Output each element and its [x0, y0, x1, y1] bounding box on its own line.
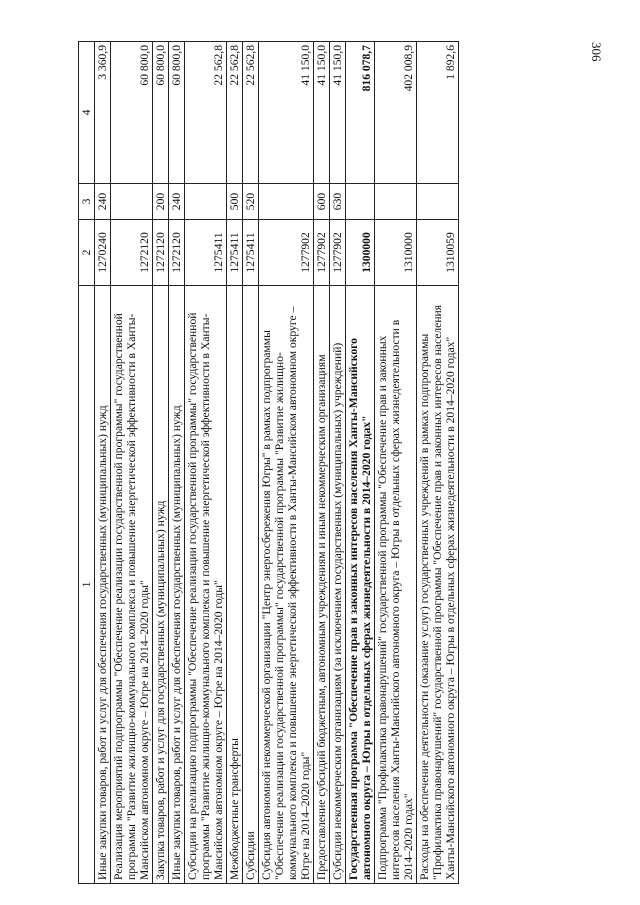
table-row	[417, 42, 459, 884]
row-kind	[375, 184, 417, 220]
row-name: Закупка товаров, работ и услуг для государственных (муниципальных) нужд	[153, 286, 169, 884]
table-row	[375, 42, 417, 884]
row-amount: 402 008,9	[375, 42, 417, 184]
row-amount: 41 150,0	[259, 42, 314, 184]
row-kind: 630	[330, 184, 346, 220]
table-row	[111, 42, 153, 884]
row-kind: 240	[95, 184, 111, 220]
page-number: 306	[589, 42, 604, 62]
row-amount: 60 800,0	[111, 42, 153, 184]
row-kind: 200	[153, 184, 169, 220]
table-row	[243, 42, 259, 884]
table-row	[259, 42, 314, 884]
row-amount: 22 562,8	[227, 42, 243, 184]
row-code: 1275411	[227, 220, 243, 286]
column-header-kind: 3	[79, 184, 95, 220]
row-amount: 816 078,7	[346, 42, 375, 184]
column-header-name: 1	[79, 286, 95, 884]
row-kind: 520	[243, 184, 259, 220]
row-name: Субсидии	[243, 286, 259, 884]
table-row	[330, 42, 346, 884]
table-row	[169, 42, 185, 884]
row-code: 1277902	[259, 220, 314, 286]
row-amount: 3 360,9	[95, 42, 111, 184]
row-kind	[346, 184, 375, 220]
row-name: Государственная программа "Обеспечение прав и законных интересов населения Ханты-Мансийского автономного округа – Югры в отдельных сферах жизнедеятельности в 2014–2020 годах"	[346, 286, 375, 884]
budget-table	[78, 41, 459, 884]
row-code: 1277902	[330, 220, 346, 286]
row-code: 1310000	[375, 220, 417, 286]
table-row	[185, 42, 227, 884]
row-amount: 22 562,8	[243, 42, 259, 184]
row-code: 1272120	[169, 220, 185, 286]
row-name: Подпрограмма "Профилактика правонарушений" государственной программы "Обеспечение прав и законных интересов населения Ханты-Мансийского автономного округа – Югры в отдельных сферах жизнедеятельности в 2014–2020 годах"	[375, 286, 417, 884]
row-amount: 60 800,0	[153, 42, 169, 184]
table-row	[227, 42, 243, 884]
table-row	[153, 42, 169, 884]
row-kind	[185, 184, 227, 220]
row-name: Иные закупки товаров, работ и услуг для обеспечения государственных (муниципальных) нужд	[169, 286, 185, 884]
row-kind	[111, 184, 153, 220]
row-code: 1310059	[417, 220, 459, 286]
row-name: Иные закупки товаров, работ и услуг для обеспечения государственных (муниципальных) нужд	[95, 286, 111, 884]
row-code: 1272120	[111, 220, 153, 286]
row-name: Реализация мероприятий подпрограммы "Обеспечение реализации государственной программы" государственной программы "Развитие жилищно-коммунального комплекса и повышение энергетической эффективности в Ханты-Мансийском автономном округе – Югре на 2014–2020 годы"	[111, 286, 153, 884]
row-name: Субсидии некоммерческим организациям (за исключением государственных (муниципальных) учреждений)	[330, 286, 346, 884]
row-kind: 240	[169, 184, 185, 220]
row-amount: 22 562,8	[185, 42, 227, 184]
row-name: Предоставление субсидий бюджетным, автономным учреждениям и иным некоммерческим организациям	[314, 286, 330, 884]
table-row	[95, 42, 111, 884]
table-row	[314, 42, 330, 884]
row-code: 1300000	[346, 220, 375, 286]
row-name: Расходы на обеспечение деятельности (оказание услуг) государственных учреждений в рамках подпрограммы "Профилактика правонарушений" государственной программы "Обеспечение прав и законных интересов населения Ханты-Мансийского автономного округа – Югры в отдельных сферах жизнедеятельности в 2014–2020 годах"	[417, 286, 459, 884]
row-amount: 41 150,0	[330, 42, 346, 184]
row-kind: 600	[314, 184, 330, 220]
row-amount: 60 800,0	[169, 42, 185, 184]
column-header-amount: 4	[79, 42, 95, 184]
row-code: 1272120	[153, 220, 169, 286]
row-code: 1275411	[185, 220, 227, 286]
table-header-row	[79, 42, 95, 884]
row-name: Субсидия автономной некоммерческой организации "Центр энергосбережения Югры" в рамках подпрограммы "Обеспечение реализации государственной программы" государственной программы "Развитие жилищно-коммунального комплекса и повышение энергетической эффективности в Ханты-Мансийском автономном округе – Югре на 2014–2020 годы"	[259, 286, 314, 884]
row-amount: 41 150,0	[314, 42, 330, 184]
column-header-code: 2	[79, 220, 95, 286]
table-row-program-total	[346, 42, 375, 884]
row-kind	[417, 184, 459, 220]
row-code: 1275411	[243, 220, 259, 286]
budget-table-container	[78, 42, 598, 884]
row-name: Межбюджетные трансферты	[227, 286, 243, 884]
row-name: Субсидии на реализацию подпрограммы "Обеспечение реализации государственной программы" государственной программы "Развитие жилищно-коммунального комплекса и повышение энергетической эффективности в Ханты-Мансийском автономном округе – Югре на 2014–2020 годы"	[185, 286, 227, 884]
row-code: 1277902	[314, 220, 330, 286]
row-code: 1270240	[95, 220, 111, 286]
row-amount: 1 892,6	[417, 42, 459, 184]
row-kind: 500	[227, 184, 243, 220]
row-kind	[259, 184, 314, 220]
